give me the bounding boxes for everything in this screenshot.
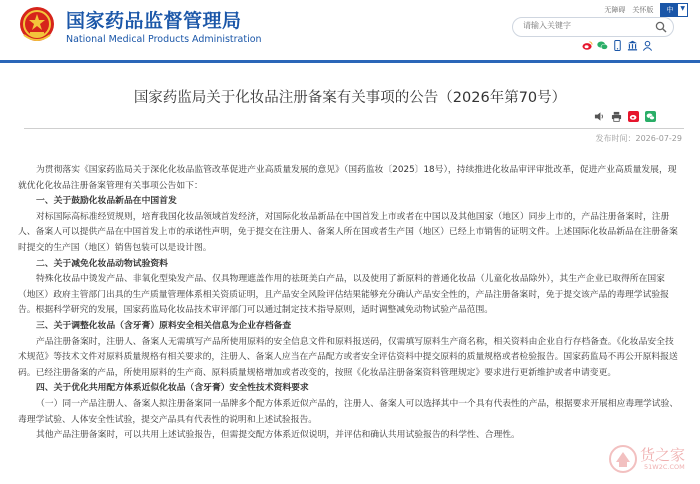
weibo-share-icon[interactable] — [628, 111, 639, 122]
chevron-down-icon: ▼ — [680, 5, 685, 12]
article-tools — [594, 111, 656, 122]
search-input[interactable] — [523, 21, 643, 30]
section-heading: 一、关于鼓励化妆品新品在中国首发 — [36, 196, 177, 207]
language-selector[interactable] — [660, 3, 688, 17]
title-divider — [24, 128, 684, 129]
paragraph: 特殊化妆品中烫发产品、非氧化型染发产品、仅具物理遮盖作用的祛斑美白产品，以及使用了新原料的普通化妆品（儿童化妆品除外），其生产企业已取得所在国家（地区）政府主管部门出具的生产质量管理体系相关资质证明，且产品安全风险评估结果能够充分确认产品安全性的，产品注册备案时，免于提交该产品的毒理学试验报告。根据科学研究的发展，国家药监局化妆品技术审评部门可以通过制定技术指导原则，适时调整减免动物试验产品范围。 — [18, 274, 669, 316]
site-name-cn[interactable]: 国家药品监督管理局 — [66, 10, 242, 32]
section-heading: 二、关于减免化妆品动物试验资料 — [36, 258, 168, 269]
watermark-logo-icon — [608, 444, 638, 474]
paragraph: 对标国际高标准经贸规则，培育我国化妆品领域首发经济，对国际化妆品新品在中国首发上市或者在中国以及其他国家（地区）同步上市的，产品注册备案时，注册人、备案人可以提供产品在中国首发上市的承诺性声明，免于提交在注册人、备案人所在国或者生产国（地区）已经上市销售的证明文件。上述国际化妆品新品在注册备案时提交的生产国（地区）销售包装可以是设计图。 — [18, 211, 678, 253]
article-title: 国家药监局关于化妆品注册备案有关事项的公告（2026年第70号） — [133, 90, 567, 106]
account-icon[interactable] — [642, 40, 653, 51]
paragraph: （一）同一产品注册人、备案人拟注册备案同一品牌多个配方体系近似产品的，注册人、备案人可以选择其中一个具有代表性的产品，根据要求开展相应毒理学试验、毒理学试验、人体安全性试验，提交产品具有代表性的说明和上述试验报告。 — [18, 398, 679, 425]
mobile-icon[interactable] — [612, 40, 623, 51]
watermark-url: 51W2C.COM — [644, 463, 685, 471]
national-emblem-icon[interactable] — [18, 5, 56, 45]
paragraph: 产品注册备案时，注册人、备案人无需填写产品所使用原料的安全信息文件和原料报送码，仅需填写原料生产商名称，相关资料由企业自行存档备查。《化妆品安全技术规范》等技术文件对原料质量规格有相关要求的，注册人、备案人应当在产品配方或者安全评估资料中提交原料的质量规格或者检验报告。国家药监局不再公开原料报送码。已经注册备案的产品，所使用原料的生产商、原料质量规格增加或者改变的，按照《化妆品注册备案资料管理规定》要求进行更新维护或者申请变更。 — [18, 336, 678, 378]
gov-service-icon[interactable] — [627, 40, 638, 51]
header-accent-bar — [0, 60, 700, 63]
print-icon[interactable] — [611, 111, 622, 122]
care-version-link[interactable]: 关怀版 — [632, 6, 654, 14]
paragraph: 其他产品注册备案时，可以共用上述试验报告，但需提交配方体系近似说明，并评估和确认共用试验报告的科学性、合理性。 — [36, 430, 520, 441]
watermark-text: 货之家 — [640, 446, 686, 464]
wechat-share-icon[interactable] — [645, 111, 656, 122]
site-header — [0, 0, 700, 58]
section-heading: 四、关于优化共用配方体系近似化妆品（含牙膏）安全性技术资料要求 — [36, 383, 309, 394]
accessible-link[interactable]: 无障碍 — [604, 6, 626, 14]
language-selected: 中 — [661, 4, 678, 16]
search-box — [512, 17, 674, 37]
paragraph: 为贯彻落实《国家药监局关于深化化妆品监管改革促进产业高质量发展的意见》（国药监妆〔2025〕18号），持续推进化妆品审评审批改革，促进产业高质量发展，现就优化化妆品注册备案管理有关事项公告如下： — [18, 165, 677, 191]
publish-time: 发布时间：2026-07-29 — [595, 134, 682, 143]
wechat-icon[interactable] — [597, 40, 608, 51]
site-name-en[interactable]: National Medical Products Administration — [66, 34, 262, 45]
top-links — [604, 3, 688, 17]
watermark — [608, 444, 690, 476]
weibo-icon[interactable] — [582, 40, 593, 51]
article-body — [18, 163, 680, 444]
speaker-icon[interactable] — [594, 111, 605, 122]
section-heading: 三、关于调整化妆品（含牙膏）原料安全相关信息为企业存档备查 — [36, 320, 292, 331]
search-icon[interactable] — [655, 21, 667, 33]
social-links — [582, 40, 653, 51]
